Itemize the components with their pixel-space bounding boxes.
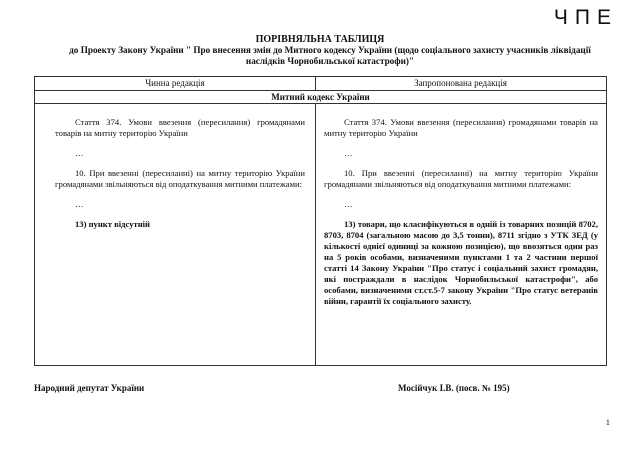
column-divider <box>315 103 316 365</box>
document-subtitle: до Проекту Закону України " Про внесення змін до Митного кодексу України (щодо соціального захисту учасників ліквідації наслідків Чорнобильської катастрофи)" <box>69 45 591 66</box>
ellipsis: … <box>344 148 353 158</box>
table-divider <box>35 103 606 104</box>
signature-name: Мосійчук І.В. (посв. № 195) <box>398 383 510 393</box>
clause-13: 13) товари, що класифікуються в одній із товарних позицій 8702, 8703, 8704 (загальною масою до 3,5 тонни), 8711 згідно з УТК ЗЕД (у кількості однієї одиниці за кожною позицією), що ввозяться один раз на 5 років особами, визначеними пунктами 1 та 2 частини першої статті 14 Закону України "Про статус і соціальний захист громадян, які постраждали в наслідок Чорнобильської катастрофи", або особами, визначеними ст.ст.5-7 закону України "Про статус ветеранів війни, гарантії їх соціального захисту. <box>324 219 598 306</box>
clause-13: 13) пункт відсутній <box>75 219 151 229</box>
page-number: 1 <box>605 417 610 427</box>
ellipsis: … <box>75 148 84 158</box>
proposed-version-text <box>324 117 598 307</box>
column-divider <box>315 77 316 90</box>
article-heading: Стаття 374. Умови ввезення (пересилання) громадянами товарів на митну територію України <box>324 117 598 138</box>
clause-10: 10. При ввезенні (пересиланні) на митну територію України громадянами звільняються від оподаткування митними платежами: <box>324 168 598 189</box>
ellipsis: … <box>344 199 353 209</box>
header-current-version: Чинна редакція <box>145 78 205 88</box>
ellipsis: … <box>75 199 84 209</box>
article-heading: Стаття 374. Умови ввезення (пересилання) громадянами товарів на митну територію України <box>55 117 305 138</box>
section-heading: Митний кодекс України <box>271 92 370 102</box>
document-title: ПОРІВНЯЛЬНА ТАБЛИЦЯ <box>255 34 385 45</box>
stamp-mark: ЧПЕ <box>553 6 618 29</box>
comparison-table <box>34 76 607 366</box>
signature-role: Народний депутат України <box>34 383 145 393</box>
clause-10: 10. При ввезенні (пересиланні) на митну територію України громадянами звільняються від оподаткування митними платежами: <box>55 168 305 189</box>
current-version-text <box>55 117 305 230</box>
header-proposed-version: Запропонована редакція <box>414 78 507 88</box>
